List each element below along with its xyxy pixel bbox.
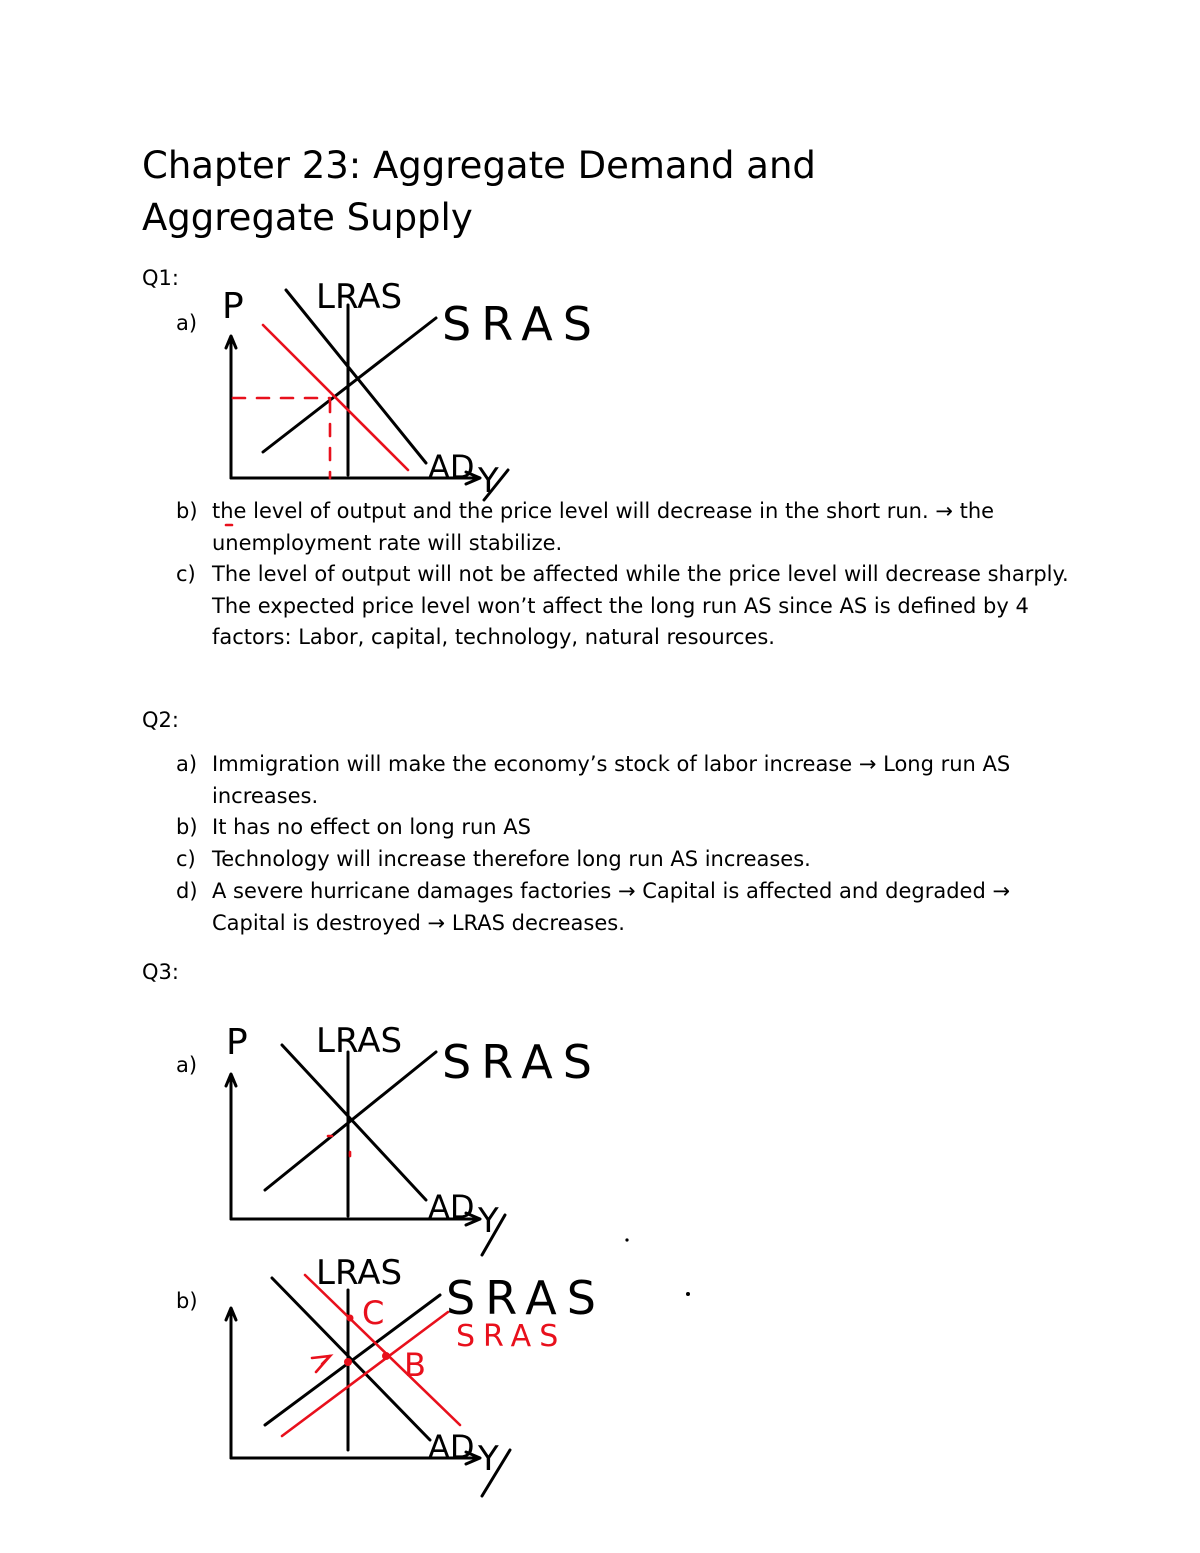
q1-answer-b: the level of output and the price level will decrease in the short run. → the unemployment rate will stabilize. — [212, 499, 995, 555]
output-axis-arrow — [466, 1213, 480, 1225]
arrow-mark — [316, 1356, 330, 1372]
y-label-tail — [482, 1215, 505, 1255]
output-axis-label: Y — [478, 461, 499, 501]
q3-item-b — [176, 1286, 1076, 1318]
equilibrium-point — [344, 1358, 352, 1366]
ad-label: AD — [428, 1188, 475, 1226]
list-marker: c) — [176, 847, 196, 871]
output-axis-label: Y — [478, 1439, 499, 1479]
q2-item-a — [176, 749, 1076, 812]
q2-answer-c: Technology will increase therefore long run AS increases. — [212, 847, 811, 871]
sras-label: SRAS — [442, 1035, 602, 1089]
list-marker: d) — [176, 879, 198, 903]
question-1-label: Q1: — [142, 266, 179, 290]
list-marker: b) — [176, 1289, 198, 1313]
list-marker: c) — [176, 562, 196, 586]
price-axis-label: P — [222, 286, 244, 327]
stray-dot — [625, 1238, 628, 1241]
q3-item-a — [176, 1050, 1076, 1082]
q2-answer-a: Immigration will make the economy’s stock of labor increase → Long run AS increases. — [212, 752, 1011, 808]
q1-answer-c: The level of output will not be affected while the price level will decrease sharply. The expected price level won’t affect the long run AS since AS is defined by 4 factors: Labor, capital, technology, natural resources. — [212, 562, 1069, 649]
output-axis-label: Y — [478, 1201, 499, 1241]
list-marker: a) — [176, 1053, 198, 1077]
q1-item-a — [176, 308, 1076, 340]
q2-item-b — [176, 812, 1076, 844]
ad-shifted-curve — [263, 325, 408, 470]
q2-answer-d: A severe hurricane damages factories → Capital is affected and degraded → Capital is destroyed → LRAS decreases. — [212, 879, 1011, 935]
point-b-label: B — [404, 1346, 426, 1384]
y-label-tail — [482, 1450, 510, 1496]
lras-label: LRAS — [316, 1253, 403, 1293]
ad-label: AD — [428, 448, 475, 486]
title-line-1: Chapter 23: Aggregate Demand and — [142, 144, 816, 187]
sras-shifted-curve — [282, 1312, 448, 1436]
question-3-label: Q3: — [142, 960, 179, 984]
q1-item-b — [176, 496, 1076, 559]
lras-label: LRAS — [316, 277, 403, 317]
page-title — [142, 140, 1042, 244]
sras-shifted-label: SRAS — [456, 1319, 567, 1354]
lras-label: LRAS — [316, 1021, 403, 1061]
title-line-2: Aggregate Supply — [142, 196, 473, 239]
price-axis-label: P — [226, 1022, 248, 1063]
list-marker: b) — [176, 815, 198, 839]
list-marker: a) — [176, 752, 198, 776]
sras-label: SRAS — [446, 1271, 606, 1325]
output-axis-arrow — [466, 472, 480, 484]
list-marker: a) — [176, 311, 198, 335]
sras-label: SRAS — [442, 297, 602, 351]
q2-item-d — [176, 876, 1076, 939]
list-marker: b) — [176, 499, 198, 523]
point-c-label: C — [362, 1294, 385, 1332]
q1-item-c — [176, 559, 1076, 654]
question-2-label: Q2: — [142, 708, 179, 732]
ad-label: AD — [428, 1428, 475, 1466]
q2-answer-b: It has no effect on long run AS — [212, 815, 531, 839]
point-b-marker — [382, 1352, 390, 1360]
output-axis-arrow — [466, 1452, 480, 1464]
q2-item-c — [176, 844, 1076, 876]
arrow-mark — [312, 1356, 330, 1364]
